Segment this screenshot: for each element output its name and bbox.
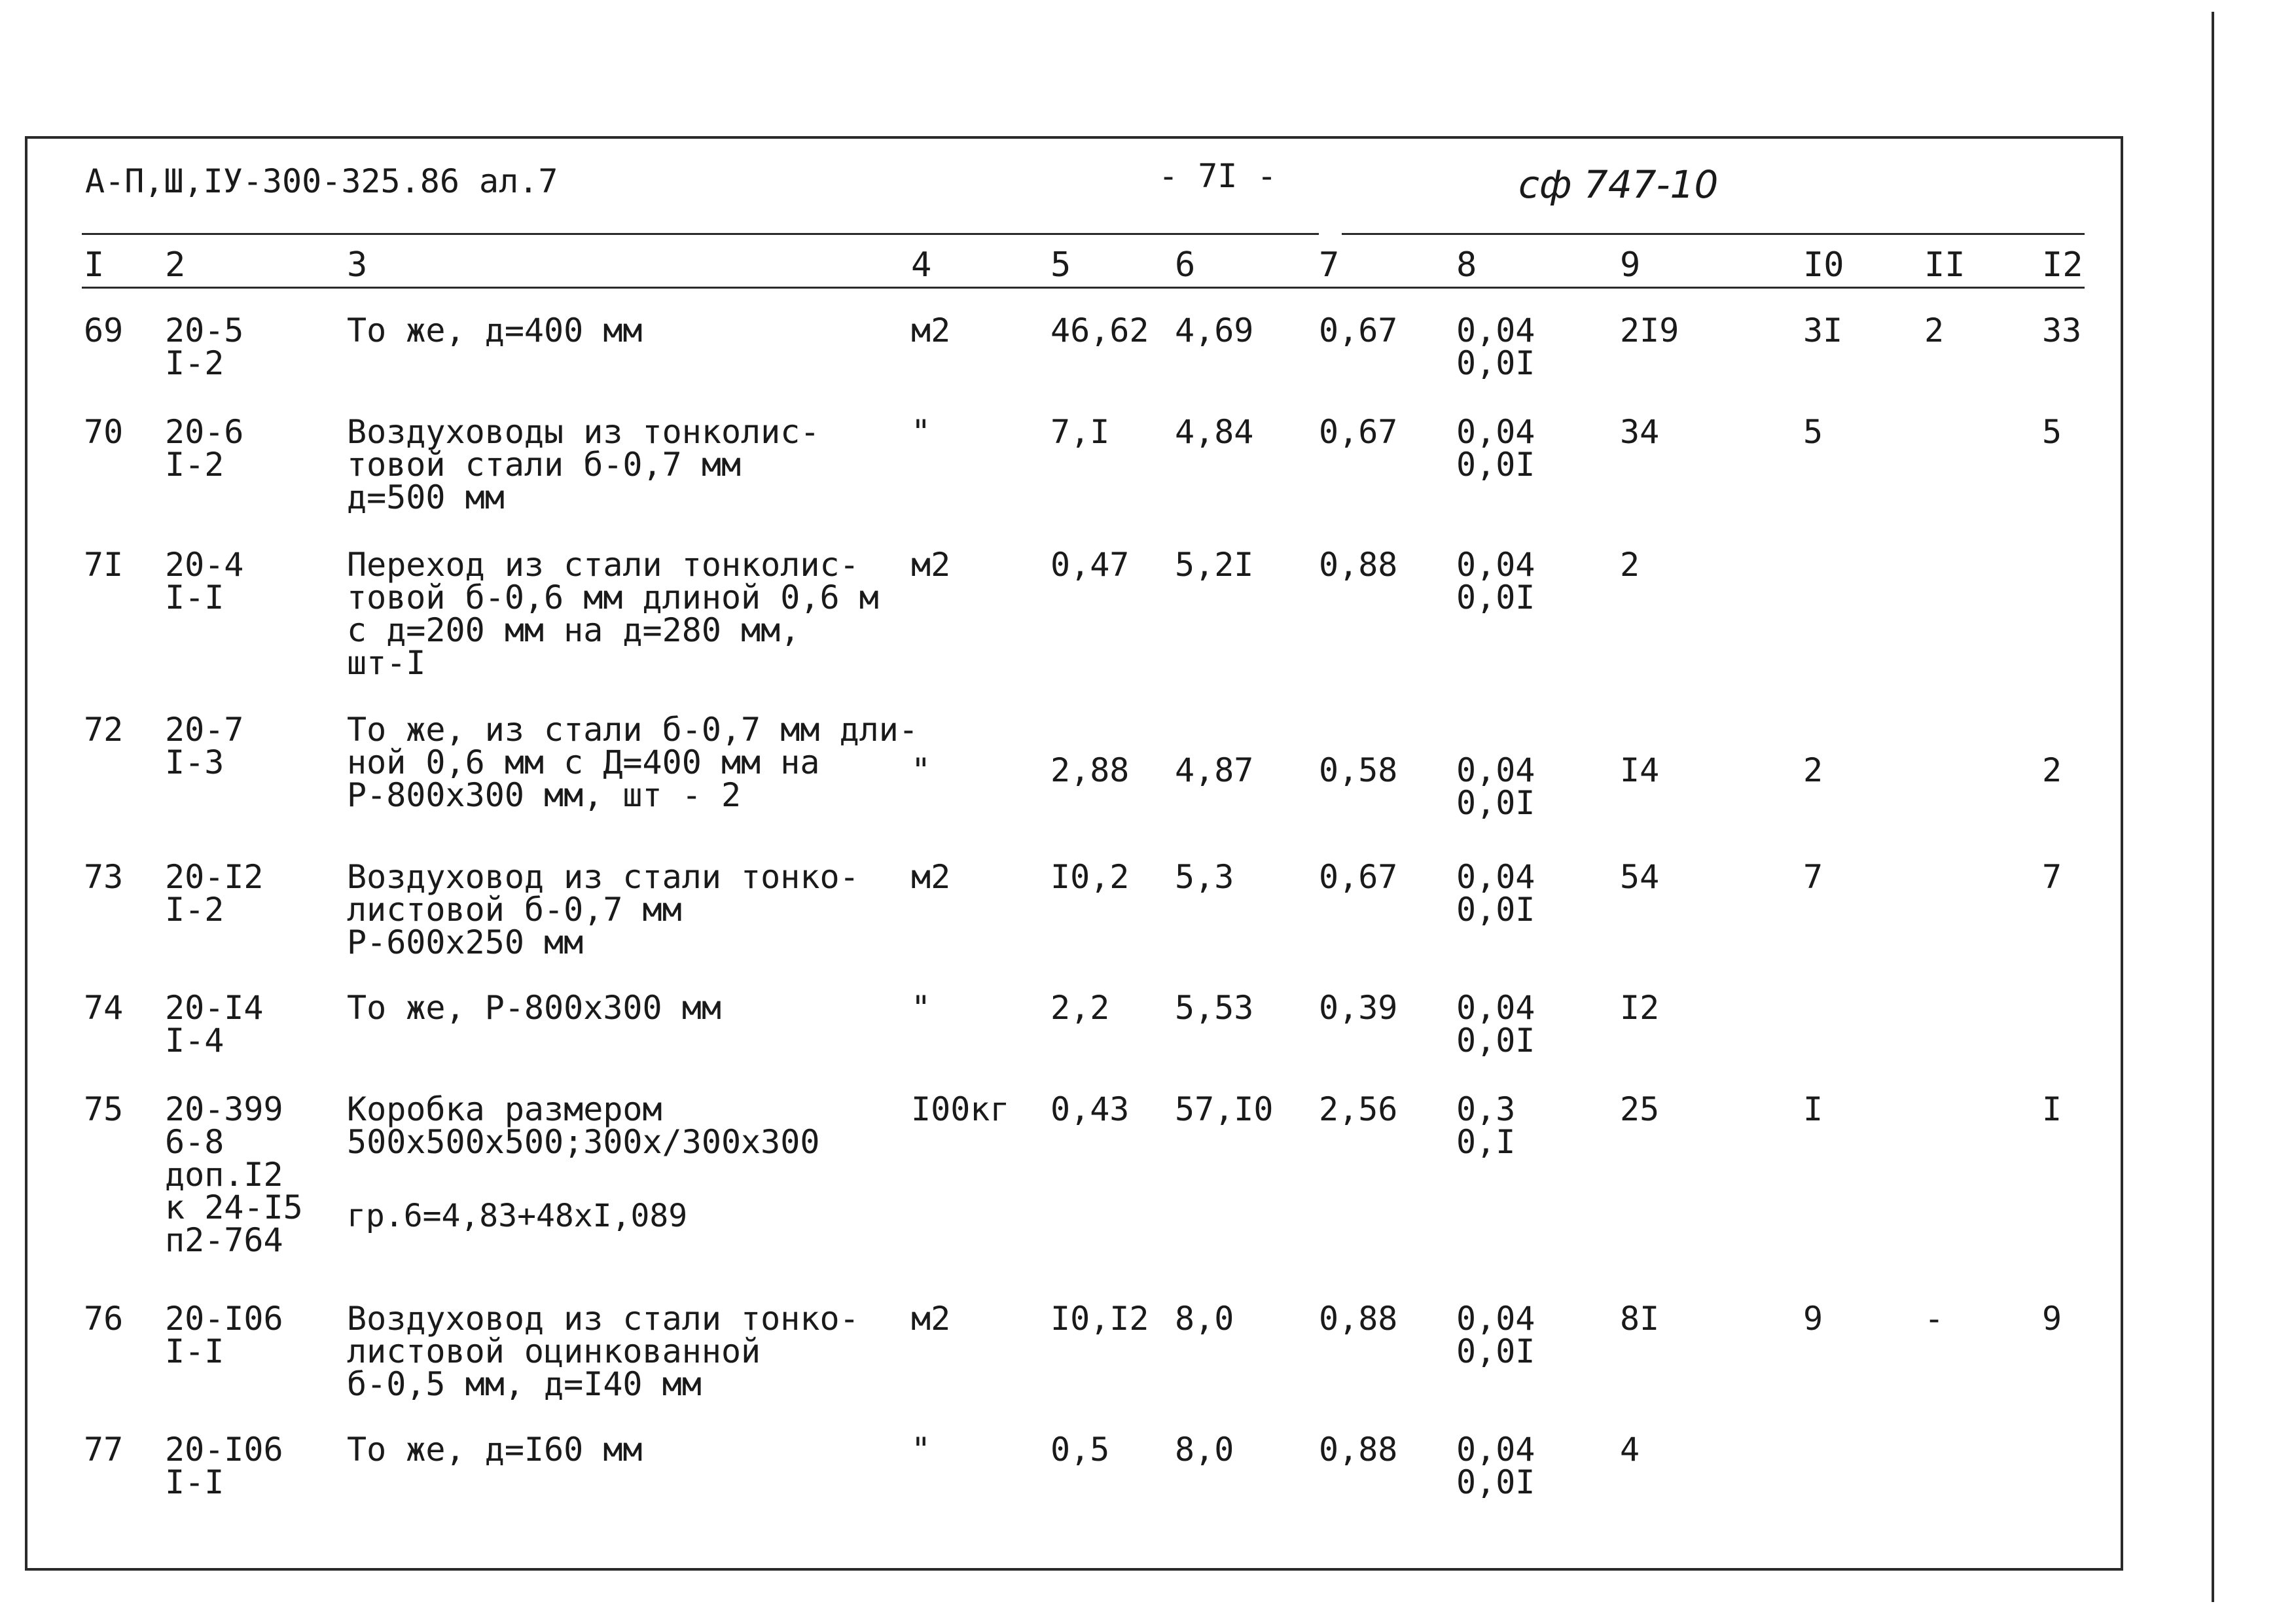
- row-75-col-12: I: [2042, 1090, 2062, 1128]
- row-76-col-5: I0,I2: [1050, 1300, 1149, 1338]
- row-77-col-1: 77: [84, 1431, 124, 1469]
- row-73-col-2: 20-I2 I-2: [165, 858, 264, 929]
- row-70-col-3: Воздуховоды из тонколис- товой стали б-0,7 мм д=500 мм: [347, 413, 820, 516]
- row-75-col-9: 25: [1620, 1090, 1660, 1128]
- row-69-col-5: 46,62: [1050, 312, 1149, 349]
- row-77-col-7: 0,88: [1319, 1431, 1398, 1469]
- row-73-col-5: I0,2: [1050, 858, 1130, 896]
- row-73-col-7: 0,67: [1319, 858, 1398, 896]
- row-69-col-11: 2: [1924, 312, 1945, 349]
- row-77-col-4: ": [911, 1431, 931, 1469]
- row-72-col-4: ": [911, 751, 931, 789]
- row-72-col-3: То же, из стали б-0,7 мм дли- ной 0,6 мм с Д=400 мм на Р-800х300 мм, шт - 2: [347, 711, 918, 814]
- row-74-col-9: I2: [1620, 989, 1660, 1027]
- row-74-col-2: 20-I4 I-4: [165, 989, 264, 1060]
- row-7I-col-1: 7I: [84, 546, 124, 584]
- row-76-col-1: 76: [84, 1300, 124, 1338]
- row-74-col-4: ": [911, 989, 931, 1027]
- row-69-col-6: 4,69: [1175, 312, 1254, 349]
- row-7I-col-9: 2: [1620, 546, 1640, 584]
- row-76-col-3: Воздуховод из стали тонко- листовой оцинкованной б-0,5 мм, д=I40 мм: [347, 1300, 859, 1403]
- row-7I-col-3: Переход из стали тонколис- товой б-0,6 мм длиной 0,6 м с д=200 мм на д=280 мм, шт-I: [347, 546, 879, 682]
- row-74-col-1: 74: [84, 989, 124, 1027]
- row-7I-col-4: м2: [911, 546, 951, 584]
- column-header-rule: [82, 287, 2085, 289]
- row-75-formula-note: гр.6=4,83+48хI,089: [347, 1198, 688, 1234]
- row-7I-col-5: 0,47: [1050, 546, 1130, 584]
- row-74-col-5: 2,2: [1050, 989, 1110, 1027]
- row-69-col-12: 33: [2042, 312, 2082, 349]
- row-69-col-1: 69: [84, 312, 124, 349]
- row-69-col-7: 0,67: [1319, 312, 1398, 349]
- row-77-col-2: 20-I06 I-I: [165, 1431, 283, 1501]
- row-7I-col-2: 20-4 I-I: [165, 546, 244, 616]
- document-code: А-П,Ш,IУ-300-325.86 ал.7: [85, 162, 558, 200]
- row-70-col-8: 0,04 0,0I: [1456, 413, 1535, 484]
- row-72-col-6: 4,87: [1175, 751, 1254, 789]
- row-72-col-7: 0,58: [1319, 751, 1398, 789]
- row-74-col-8: 0,04 0,0I: [1456, 989, 1535, 1060]
- row-73-col-12: 7: [2042, 858, 2062, 896]
- column-header-8: 8: [1456, 245, 1477, 285]
- row-72-col-5: 2,88: [1050, 751, 1130, 789]
- row-77-col-5: 0,5: [1050, 1431, 1110, 1469]
- column-header-4: 4: [911, 245, 932, 285]
- row-76-col-10: 9: [1803, 1300, 1823, 1338]
- column-header-2: 2: [165, 245, 186, 285]
- row-76-col-2: 20-I06 I-I: [165, 1300, 283, 1370]
- column-header-9: 9: [1620, 245, 1641, 285]
- row-69-col-3: То же, д=400 мм: [347, 312, 643, 349]
- row-74-col-7: 0,39: [1319, 989, 1398, 1027]
- column-header-6: 6: [1175, 245, 1196, 285]
- row-72-col-9: I4: [1620, 751, 1660, 789]
- handwritten-code: сф 747-10: [1518, 162, 1719, 207]
- row-72-col-2: 20-7 I-3: [165, 711, 244, 781]
- row-76-col-8: 0,04 0,0I: [1456, 1300, 1535, 1370]
- row-69-col-8: 0,04 0,0I: [1456, 312, 1535, 382]
- row-70-col-10: 5: [1803, 413, 1823, 451]
- row-76-col-6: 8,0: [1175, 1300, 1234, 1338]
- row-72-col-12: 2: [2042, 751, 2062, 789]
- row-75-col-7: 2,56: [1319, 1090, 1398, 1128]
- row-75-col-5: 0,43: [1050, 1090, 1130, 1128]
- page-number: - 7I -: [1158, 157, 1277, 195]
- row-69-col-9: 2I9: [1620, 312, 1679, 349]
- row-75-col-4: I00кг: [911, 1090, 1010, 1128]
- row-7I-col-7: 0,88: [1319, 546, 1398, 584]
- row-70-col-4: ": [911, 413, 931, 451]
- row-76-col-7: 0,88: [1319, 1300, 1398, 1338]
- row-74-col-6: 5,53: [1175, 989, 1254, 1027]
- column-header-11: II: [1924, 245, 1965, 285]
- row-72-col-10: 2: [1803, 751, 1823, 789]
- row-75-col-10: I: [1803, 1090, 1823, 1128]
- row-70-col-12: 5: [2042, 413, 2062, 451]
- row-76-col-9: 8I: [1620, 1300, 1660, 1338]
- row-76-col-4: м2: [911, 1300, 951, 1338]
- row-69-col-10: 3I: [1803, 312, 1843, 349]
- row-77-col-6: 8,0: [1175, 1431, 1234, 1469]
- row-73-col-9: 54: [1620, 858, 1660, 896]
- row-70-col-2: 20-6 I-2: [165, 413, 244, 484]
- row-75-col-1: 75: [84, 1090, 124, 1128]
- row-73-col-3: Воздуховод из стали тонко- листовой б-0,7 мм Р-600х250 мм: [347, 858, 859, 961]
- row-70-col-5: 7,I: [1050, 413, 1110, 451]
- row-70-col-7: 0,67: [1319, 413, 1398, 451]
- column-header-1: I: [84, 245, 105, 285]
- column-header-5: 5: [1050, 245, 1071, 285]
- row-73-col-10: 7: [1803, 858, 1823, 896]
- row-75-col-8: 0,3 0,I: [1456, 1090, 1516, 1161]
- row-7I-col-8: 0,04 0,0I: [1456, 546, 1535, 616]
- row-73-col-8: 0,04 0,0I: [1456, 858, 1535, 929]
- page-edge-line: [2212, 12, 2214, 1602]
- row-72-col-8: 0,04 0,0I: [1456, 751, 1535, 822]
- row-70-col-1: 70: [84, 413, 124, 451]
- row-77-col-3: То же, д=I60 мм: [347, 1431, 643, 1469]
- table-frame: [25, 136, 2123, 1571]
- row-69-col-2: 20-5 I-2: [165, 312, 244, 382]
- row-72-col-1: 72: [84, 711, 124, 749]
- row-75-col-3: Коробка размером 500х500х500;300х/300х300: [347, 1090, 820, 1161]
- column-header-3: 3: [347, 245, 368, 285]
- row-75-col-2: 20-399 6-8 доп.I2 к 24-I5 п2-764: [165, 1090, 303, 1259]
- row-76-col-11: -: [1924, 1300, 1945, 1338]
- row-69-col-4: м2: [911, 312, 951, 349]
- row-73-col-4: м2: [911, 858, 951, 896]
- column-header-7: 7: [1319, 245, 1340, 285]
- row-73-col-6: 5,3: [1175, 858, 1234, 896]
- row-75-col-6: 57,I0: [1175, 1090, 1274, 1128]
- row-7I-col-6: 5,2I: [1175, 546, 1254, 584]
- row-76-col-12: 9: [2042, 1300, 2062, 1338]
- header-rule-left: [82, 233, 1319, 235]
- row-70-col-6: 4,84: [1175, 413, 1254, 451]
- row-77-col-9: 4: [1620, 1431, 1640, 1469]
- row-73-col-1: 73: [84, 858, 124, 896]
- header-rule-right: [1342, 233, 2085, 235]
- column-header-12: I2: [2042, 245, 2083, 285]
- row-77-col-8: 0,04 0,0I: [1456, 1431, 1535, 1501]
- column-header-10: I0: [1803, 245, 1844, 285]
- row-74-col-3: То же, Р-800х300 мм: [347, 989, 721, 1027]
- row-70-col-9: 34: [1620, 413, 1660, 451]
